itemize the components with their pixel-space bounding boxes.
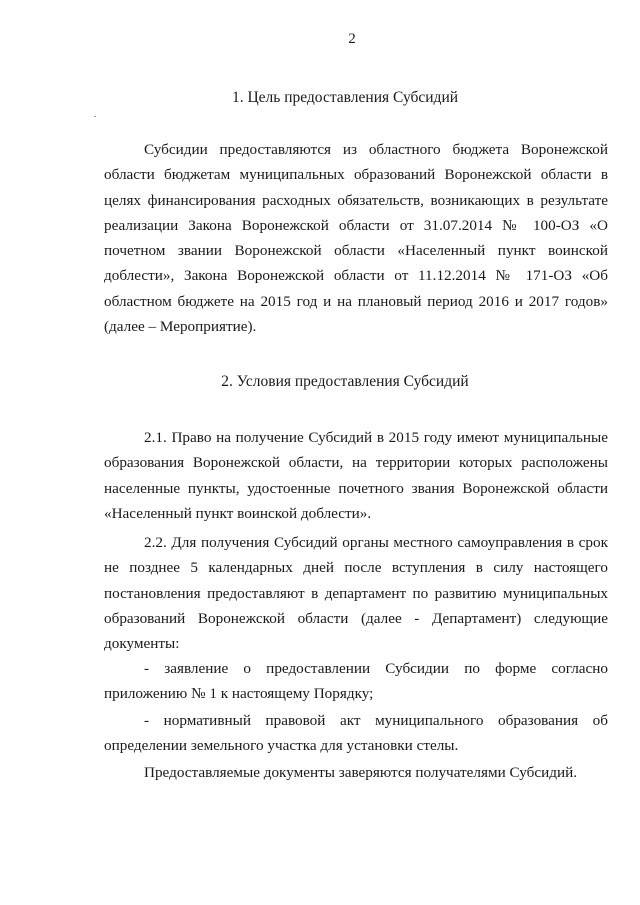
clause-2-1: 2.1. Право на получение Субсидий в 2015 году имеют муниципальные образования Воронежской области, на территории которых расположены населенные пункты, удостоенные почетного звания Воронежской области «Населенный пункт воинской доблести». [104,429,608,522]
document-list-item-legal-act: - нормативный правовой акт муниципального образования об определении земельного участка для установки стелы. [104,712,608,755]
section-1-paragraph: Субсидии предоставляются из областного бюджета Воронежской области бюджетам муниципальных образований Воронежской области в целях финансирования расходных обязательств, возникающих в результате реализации Закона Воронежской области от 31.07.2014 № 100-ОЗ «О почетном звании Воронежской области «Населенный пункт воинской доблести», Закона Воронежской области от 11.12.2014 № 171-ОЗ «Об областном бюджете на 2015 год и на плановый период 2016 и 2017 годов» (далее – Мероприятие). [104,141,608,336]
scan-mark [94,116,96,117]
section-2-heading: 2. Условия предоставления Субсидий [221,373,469,390]
clause-2-2: 2.2. Для получения Субсидий органы местного самоуправления в срок не позднее 5 календарных дней после вступления в силу настоящего постановления предоставляют в департамент по развитию муниципальных образований Воронежской области (далее - Департамент) следующие документы: [104,534,608,653]
documents-certification-note: Предоставляемые документы заверяются получателями Субсидий. [144,764,578,781]
section-1-heading: 1. Цель предоставления Субсидий [231,89,459,106]
page-number: 2 [348,31,356,47]
document-list-item-application: - заявление о предоставлении Субсидии по форме согласно приложению № 1 к настоящему Порядку; [104,660,608,703]
